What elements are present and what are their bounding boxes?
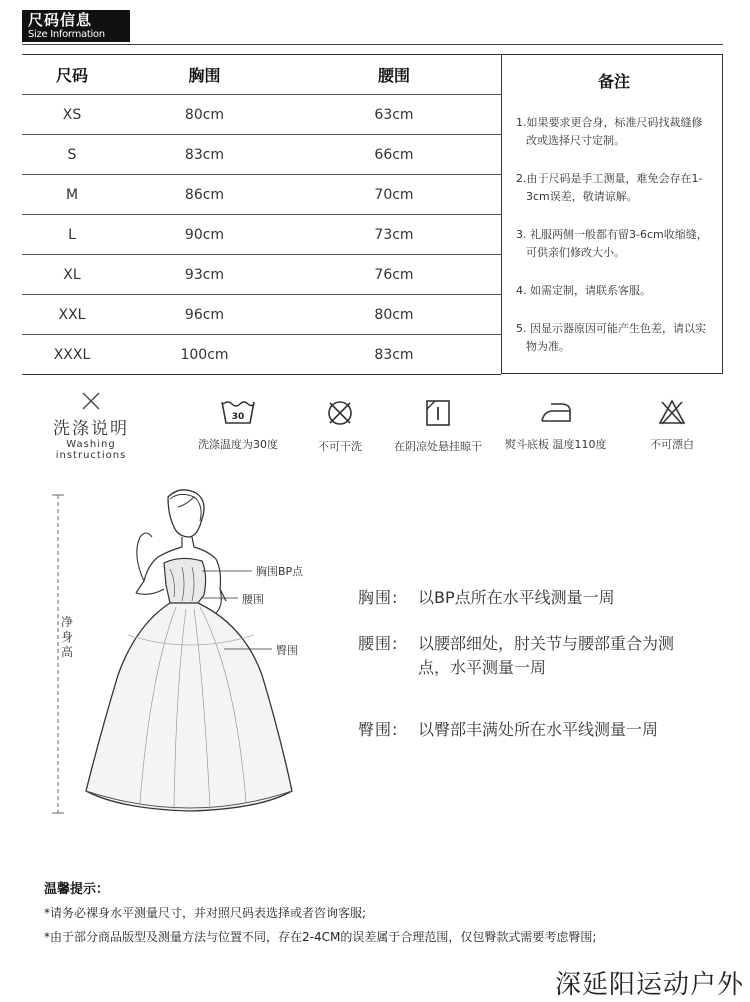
table-row xyxy=(22,175,501,215)
waist-measure-text-cont xyxy=(418,656,546,680)
size-cell: XL xyxy=(22,255,122,295)
iron-icon xyxy=(539,398,573,426)
washing-title: 洗涤说明 xyxy=(53,419,129,439)
measure-term: 腰围: xyxy=(358,634,399,653)
wash-label: 不可漂白 xyxy=(650,438,694,451)
notes-title: 备注 xyxy=(597,72,630,91)
size-cell: XXL xyxy=(22,295,122,335)
note-item: 1.如果要求更合身，标准尺码找裁缝修改或选择尺寸定制。 xyxy=(516,116,703,147)
note-item: 4. 如需定制，请联系客服。 xyxy=(516,284,651,297)
measure-desc: 点，水平测量一周 xyxy=(418,658,547,677)
height-label: 净身高 xyxy=(60,615,73,659)
header-divider xyxy=(22,44,723,45)
waist-measure-text xyxy=(358,632,674,656)
waist-cell: 80cm xyxy=(287,295,501,335)
wash-item-no-dry-clean xyxy=(318,398,362,454)
size-info-subtitle: Size Information xyxy=(28,29,105,40)
size-cell: XS xyxy=(22,95,122,135)
note-item: 3. 礼服两侧一般都有留3-6cm收缩缝，可供亲们修改大小。 xyxy=(516,228,708,259)
washing-subtitle: Washing instructions xyxy=(55,439,127,461)
table-row xyxy=(22,295,501,335)
size-cell: L xyxy=(22,215,122,255)
chest-measure-text xyxy=(358,586,615,610)
measure-desc: 以臀部丰满处所在水平线测量一周 xyxy=(418,720,659,739)
hip-label: 臀围 xyxy=(276,644,298,657)
dry-in-shade-icon xyxy=(424,398,452,428)
waist-label: 腰围 xyxy=(242,593,264,606)
chest-bp-label: 胸围BP点 xyxy=(256,565,304,578)
wash-item-temperature xyxy=(198,398,278,452)
measure-term: 臀围: xyxy=(358,720,399,739)
chest-cell: 80cm xyxy=(122,95,287,135)
tips-title: 温馨提示： xyxy=(44,882,110,897)
wash-label: 熨斗底板 温度110度 xyxy=(505,438,607,451)
measure-desc: 以腰部细处，肘关节与腰部重合为测 xyxy=(418,634,675,653)
washing-title-block xyxy=(36,390,146,461)
waist-cell: 70cm xyxy=(287,175,501,215)
size-table-header-row xyxy=(22,55,501,95)
chest-cell: 90cm xyxy=(122,215,287,255)
ballgown-figure xyxy=(40,485,340,825)
tip-line: *由于部分商品版型及测量方法与位置不同，存在2-4CM的误差属于合理范围，仅包臀款式需要考虑臀围; xyxy=(44,930,597,944)
no-bleach-icon xyxy=(657,398,687,426)
waist-cell: 73cm xyxy=(287,215,501,255)
header-waist: 腰围 xyxy=(287,55,501,95)
size-info-badge xyxy=(22,10,130,42)
size-cell: M xyxy=(22,175,122,215)
chest-cell: 100cm xyxy=(122,335,287,375)
tip-line: *请务必裸身水平测量尺寸，并对照尺码表选择或者咨询客服; xyxy=(44,906,367,920)
wash-label: 不可干洗 xyxy=(318,440,362,453)
waist-cell: 76cm xyxy=(287,255,501,295)
wash-item-dry-shade xyxy=(394,398,482,454)
wash-label: 在阴凉处悬挂晾干 xyxy=(394,440,482,453)
wash-temp-value: 30 xyxy=(231,412,245,422)
table-row xyxy=(22,335,501,375)
table-row xyxy=(22,95,501,135)
notes-list xyxy=(516,114,712,356)
note-item: 5. 因显示器原因可能产生色差，请以实物为准。 xyxy=(516,322,706,353)
waist-cell: 63cm xyxy=(287,95,501,135)
note-item: 2.由于尺码是手工测量，难免会存在1-3cm误差，敬请谅解。 xyxy=(516,172,703,203)
size-cell: XXXL xyxy=(22,335,122,375)
hip-measure-text xyxy=(358,718,658,742)
header-chest: 胸围 xyxy=(122,55,287,95)
table-row xyxy=(22,135,501,175)
chest-cell: 93cm xyxy=(122,255,287,295)
chest-cell: 96cm xyxy=(122,295,287,335)
table-row xyxy=(22,255,501,295)
cross-icon xyxy=(80,390,102,412)
measure-term: 胸围: xyxy=(358,588,399,607)
size-table xyxy=(22,54,501,375)
size-info-title: 尺码信息 xyxy=(28,11,93,29)
waist-cell: 83cm xyxy=(287,335,501,375)
wash-label: 洗涤温度为30度 xyxy=(198,438,278,451)
no-dry-clean-icon xyxy=(325,398,355,428)
notes-box xyxy=(501,54,723,374)
wash-item-no-bleach xyxy=(650,398,694,452)
size-cell: S xyxy=(22,135,122,175)
chest-cell: 86cm xyxy=(122,175,287,215)
wash-30-icon xyxy=(220,398,256,426)
waist-cell: 66cm xyxy=(287,135,501,175)
wash-item-iron xyxy=(505,398,607,452)
measure-desc: 以BP点所在水平线测量一周 xyxy=(418,588,615,607)
chest-cell: 83cm xyxy=(122,135,287,175)
header-size: 尺码 xyxy=(22,55,122,95)
table-row xyxy=(22,215,501,255)
shop-watermark: 深延阳运动户外 xyxy=(554,970,744,1000)
